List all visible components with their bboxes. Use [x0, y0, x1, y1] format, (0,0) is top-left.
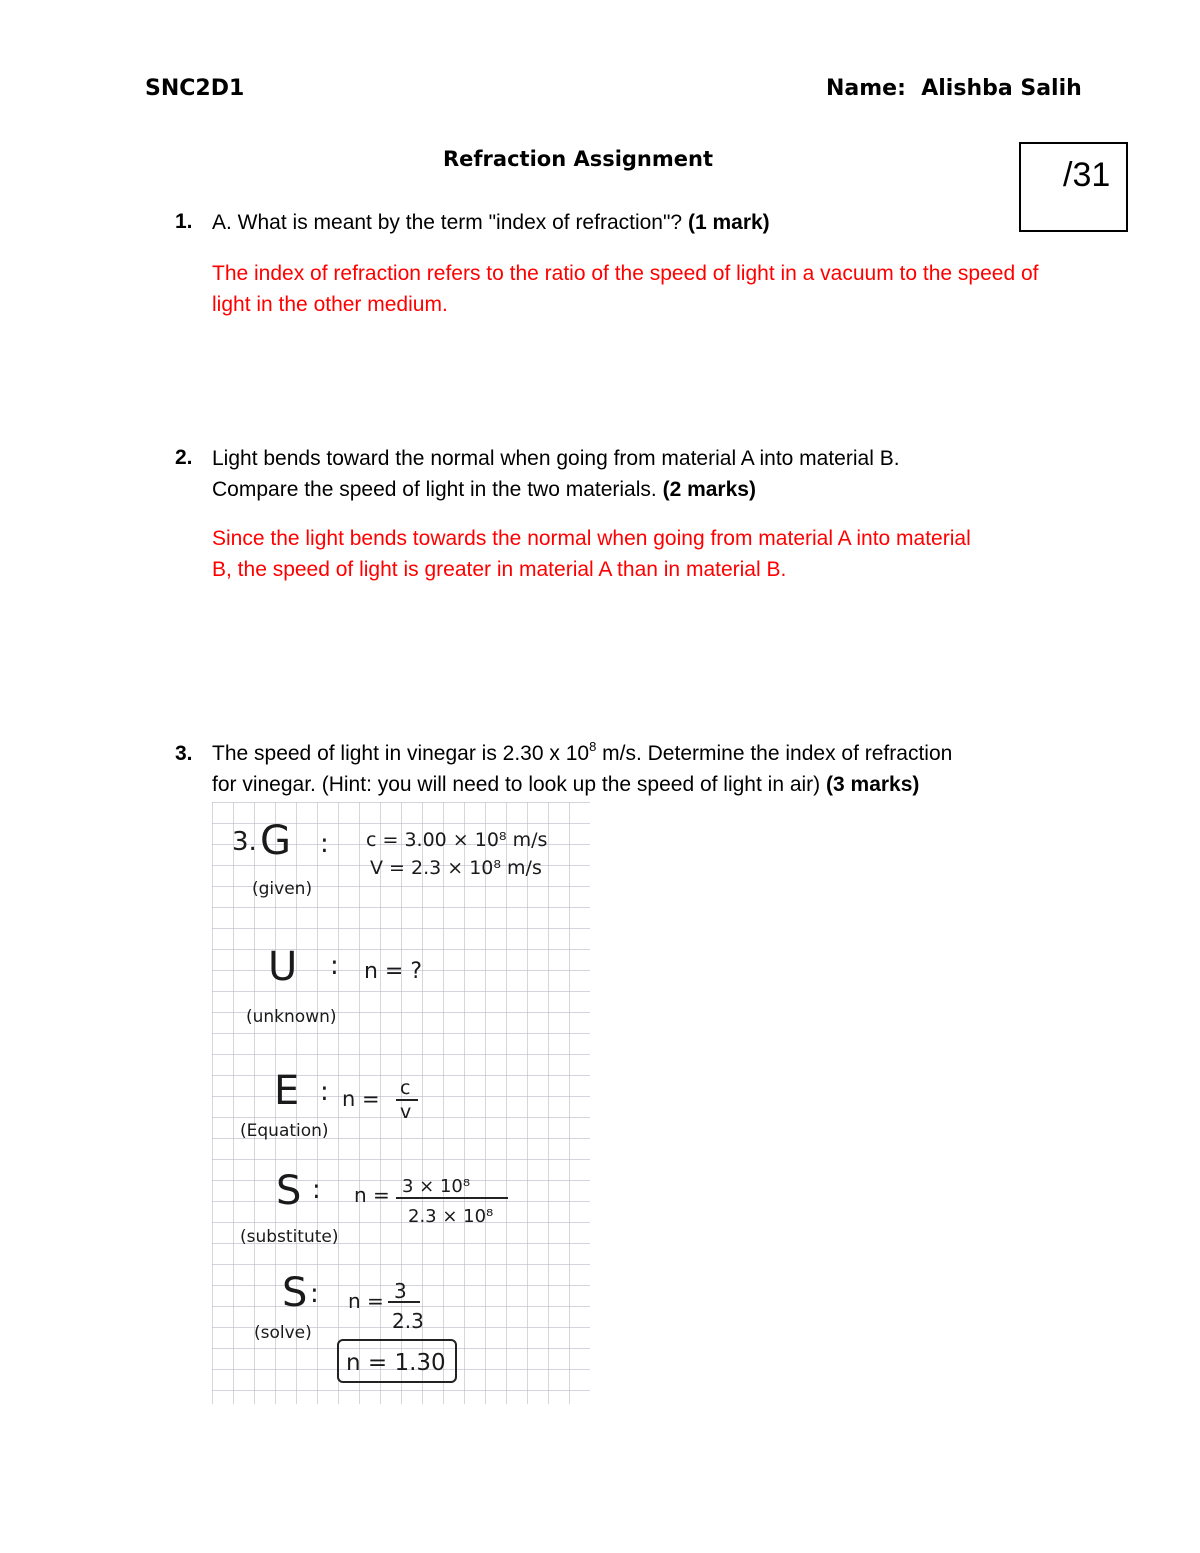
question-3-text-part2: m/s. Determine the index of refraction	[596, 742, 953, 765]
question-2-marks: (2 marks)	[662, 478, 756, 501]
question-3-marks: (3 marks)	[826, 773, 920, 796]
hw-given-v: V = 2.3 × 10⁸ m/s	[370, 857, 542, 879]
question-3-text	[212, 738, 1112, 800]
hw-final-answer: n = 1.30	[346, 1350, 446, 1376]
hw-solve-den: 2.3	[392, 1309, 424, 1333]
hw-substitute-num: 3 × 10⁸	[402, 1176, 471, 1197]
hw-colon-2: :	[330, 951, 339, 981]
question-1-number: 1.	[175, 210, 193, 233]
hw-solve-letter: S	[282, 1270, 308, 1316]
question-2-number: 2.	[175, 446, 193, 469]
student-name: Alishba Salih	[921, 76, 1082, 101]
hw-colon-5: :	[310, 1279, 319, 1309]
hw-substitute-den: 2.3 × 10⁸	[408, 1206, 494, 1227]
score-total: /31	[1063, 156, 1111, 194]
question-2-line1: Light bends toward the normal when going from material A into material B.	[212, 447, 900, 470]
hw-given-label: (given)	[252, 879, 313, 899]
question-2-answer: Since the light bends towards the normal when going from material A into material B, the speed of light is greater in material A than in material B.	[212, 527, 971, 581]
hw-equation-lhs: n =	[342, 1087, 380, 1111]
course-code: SNC2D1	[145, 76, 245, 101]
hw-substitute-letter: S	[276, 1168, 302, 1214]
hw-equation-den: v	[400, 1101, 412, 1123]
hw-equation-letter: E	[274, 1068, 300, 1114]
question-2-line2: Compare the speed of light in the two materials.	[212, 478, 657, 501]
hw-unknown-label: (unknown)	[246, 1007, 337, 1027]
page-title: Refraction Assignment	[443, 147, 713, 171]
question-1-marks: (1 mark)	[687, 211, 770, 234]
question-3-line2: for vinegar. (Hint: you will need to look up the speed of light in air)	[212, 773, 821, 796]
question-1-answer: The index of refraction refers to the ratio of the speed of light in a vacuum to the speed of light in the other medium.	[212, 262, 1039, 316]
hw-colon-3: :	[320, 1077, 329, 1107]
question-1-prompt: A. What is meant by the term "index of refraction"?	[212, 211, 683, 234]
question-3-exponent: 8	[589, 739, 597, 754]
name-field	[826, 76, 1082, 101]
hw-solve-label: (solve)	[254, 1323, 312, 1343]
hw-given-c: c = 3.00 × 10⁸ m/s	[366, 829, 548, 851]
question-1-text	[212, 207, 1092, 238]
hw-number: 3.	[232, 827, 257, 857]
question-2-text	[212, 443, 1092, 505]
hw-colon-1: :	[320, 829, 329, 859]
hw-substitute-lhs: n =	[354, 1183, 390, 1207]
name-label: Name:	[826, 76, 906, 101]
hw-equation-label: (Equation)	[240, 1121, 329, 1141]
hw-equation-num: c	[400, 1077, 411, 1099]
hw-substitute-label: (substitute)	[240, 1227, 339, 1247]
hw-colon-4: :	[312, 1175, 321, 1205]
hw-solve-lhs: n =	[348, 1289, 384, 1313]
hw-unknown-letter: U	[268, 944, 298, 990]
question-3-number: 3.	[175, 742, 193, 765]
hw-unknown-value: n = ?	[364, 959, 423, 984]
hw-solve-num: 3	[394, 1279, 407, 1303]
hw-given-letter: G	[260, 818, 291, 864]
handwritten-solution-image	[212, 802, 590, 1404]
question-3-text-part1: The speed of light in vinegar is 2.30 x 10	[212, 742, 590, 765]
